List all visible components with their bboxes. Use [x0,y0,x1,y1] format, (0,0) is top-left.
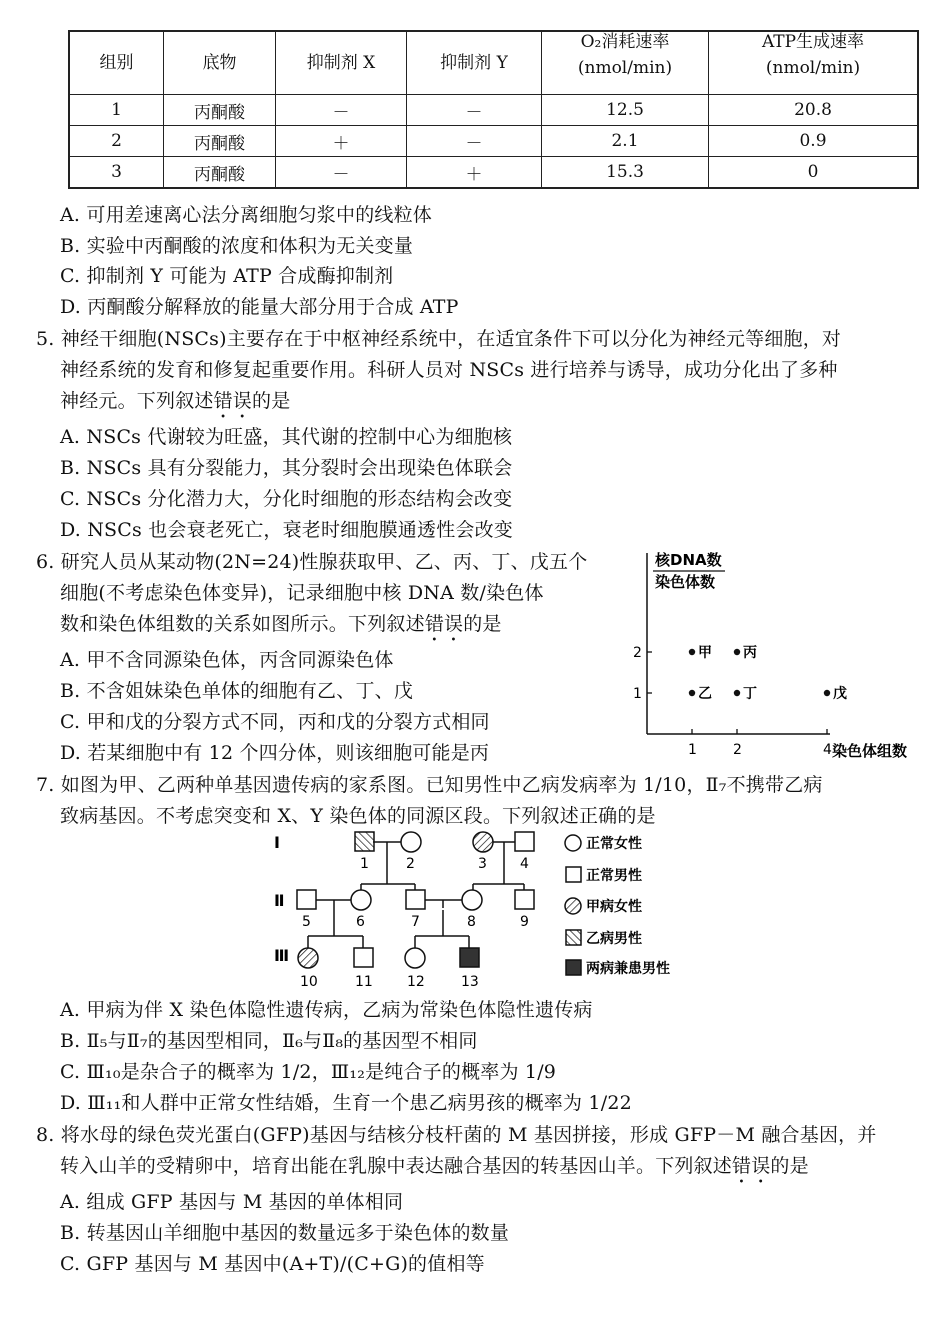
id-12: 12 [407,974,425,990]
q7-option-b: B. Ⅱ₅与Ⅱ₇的基因型相同，Ⅱ₆与Ⅱ₈的基因型不相同 [60,1030,478,1052]
individual-I2-normal-female [401,832,421,852]
table-row [69,157,918,189]
q7-stem-line2: 致病基因。不考虑突变和 X、Y 染色体的同源区段。下列叙述正确的是 [60,805,656,827]
table-cell: 15.3 [542,157,709,189]
q6-option-d: D. 若某细胞中有 12 个四分体，则该细胞可能是丙 [60,742,490,764]
q6-emphasis: 错误 [424,613,464,635]
q5-stem-line1: 5. 神经干细胞(NSCs)主要存在于中枢神经系统中，在适宜条件下可以分化为神经元等细胞，对 [36,328,842,350]
q8-stem-text: 转入山羊的受精卵中，培育出能在乳腺中表达融合基因的转基因山羊。下列叙述 [60,1155,733,1177]
table-cell: 1 [69,95,164,126]
q7-option-c: C. Ⅲ₁₀是杂合子的概率为 1/2，Ⅲ₁₂是纯合子的概率为 1/9 [60,1061,557,1083]
q5-stem-line2: 神经系统的发育和修复起重要作用。科研人员对 NSCs 进行培养与诱导，成功分化出了多种 [60,359,838,381]
table-cell: 丙酮酸 [164,157,276,189]
individual-III13-both-affected-male [460,948,479,967]
q5-stem-text: 神经元。下列叙述 [60,390,214,412]
table-cell: 0 [709,157,919,189]
q6-option-b: B. 不含姐妹染色单体的细胞有乙、丁、戊 [60,680,414,702]
chart-point-乙 [689,690,695,696]
q6-stem-line1: 6. 研究人员从某动物(2N=24)性腺获取甲、乙、丙、丁、戊五个 [36,551,588,573]
legend-normal-male: 正常男性 [586,868,642,884]
table-cell: － [407,126,542,157]
q4-option-b: B. 实验中丙酮酸的浓度和体积为无关变量 [60,235,414,257]
q4-option-a: A. 可用差速离心法分离细胞匀浆中的线粒体 [60,204,433,226]
chart-point-label: 甲 [698,645,712,661]
legend-affected-b-male-icon [566,930,581,945]
chart-point-label: 乙 [698,686,712,702]
table-cell: － [276,157,407,189]
id-7: 7 [411,914,420,930]
table-cell: 丙酮酸 [164,95,276,126]
table-cell: － [276,95,407,126]
chart-y-tick-label: 1 [633,686,642,702]
individual-II9-normal-male [515,890,534,909]
chart-point-label: 丙 [743,645,757,661]
chart-ylabel-top: 核DNA数 [655,551,722,569]
q6-stem-line3 [60,609,502,646]
chart-y-tick-label: 2 [633,645,642,661]
table-row [69,95,918,126]
table-header: ATP生成速率 [761,32,865,52]
legend-affected-a-female: 甲病女性 [586,899,642,915]
id-2: 2 [406,856,415,872]
table-header-unit: (nmol/min) [765,58,861,78]
chart-point-丙 [734,649,740,655]
q8-option-a: A. 组成 GFP 基因与 M 基因的单体相同 [60,1191,404,1213]
table-cell: － [407,95,542,126]
chart-point-戊 [824,690,830,696]
table-cell: ＋ [407,157,542,189]
q8-stem-line1: 8. 将水母的绿色荧光蛋白(GFP)基因与结核分枝杆菌的 M 基因拼接，形成 GFP－M 融合基因，并 [36,1124,877,1146]
table-header: 抑制剂 X [276,31,407,95]
legend-affected-a-female-icon [565,898,581,914]
table-header-row [69,31,918,95]
legend-normal-male-icon [566,867,581,882]
chart-ylabel-bottom: 染色体数 [655,573,716,591]
chart-x-tick-label: 4 [823,742,832,758]
individual-III11-normal-male [354,948,373,967]
q7-option-a: A. 甲病为伴 X 染色体隐性遗传病，乙病为常染色体隐性遗传病 [60,999,593,1021]
id-8: 8 [467,914,476,930]
q4-option-c: C. 抑制剂 Y 可能为 ATP 合成酶抑制剂 [60,265,394,287]
id-10: 10 [300,974,318,990]
q5-emphasis: 错误 [213,390,253,412]
q7-option-d: D. Ⅲ₁₁和人群中正常女性结婚，生育一个患乙病男孩的概率为 1/22 [60,1092,632,1114]
table-cell: 2.1 [542,126,709,157]
table-cell: 12.5 [542,95,709,126]
individual-II6-normal-female [351,890,371,910]
id-5: 5 [302,914,311,930]
chart-point-label: 丁 [743,686,757,702]
q5-stem-line3 [60,386,290,423]
gen-label-2: Ⅱ [274,891,285,910]
table-cell: ＋ [276,126,407,157]
experiment-table [68,30,919,189]
q8-stem-text-end: 的是 [770,1155,809,1177]
chart-point-甲 [689,649,695,655]
individual-II7-normal-male [406,890,425,909]
q5-option-c: C. NSCs 分化潜力大，分化时细胞的形态结构会改变 [60,488,513,510]
legend-normal-female-icon [565,835,581,851]
table-cell: 3 [69,157,164,189]
q6-option-c: C. 甲和戊的分裂方式不同，丙和戊的分裂方式相同 [60,711,490,733]
individual-II5-normal-male [297,890,316,909]
dna-chromosome-chart [625,545,925,765]
table-header: O₂消耗速率 [580,32,670,52]
table-cell: 0.9 [709,126,919,157]
id-9: 9 [520,914,529,930]
id-4: 4 [520,856,529,872]
q5-option-d: D. NSCs 也会衰老死亡，衰老时细胞膜通透性会改变 [60,519,514,541]
id-11: 11 [355,974,373,990]
q6-stem-line2: 细胞(不考虑染色体变异)，记录细胞中核 DNA 数/染色体 [60,582,544,604]
legend-normal-female: 正常女性 [586,836,642,852]
q5-option-b: B. NSCs 具有分裂能力，其分裂时会出现染色体联会 [60,457,513,479]
chart-point-丁 [734,690,740,696]
table-cell: 20.8 [709,95,919,126]
individual-II8-normal-female [462,890,482,910]
q4-option-d: D. 丙酮酸分解释放的能量大部分用于合成 ATP [60,296,459,318]
id-1: 1 [360,856,369,872]
gen-label-1: Ⅰ [274,833,280,852]
q8-option-b: B. 转基因山羊细胞中基因的数量远多于染色体的数量 [60,1222,510,1244]
q6-stem-text-end: 的是 [463,613,502,635]
pedigree-chart [260,826,700,996]
individual-III10-affected-a-female [298,948,318,968]
q6-stem-text: 数和染色体组数的关系如图所示。下列叙述 [60,613,425,635]
q7-stem-line1: 7. 如图为甲、乙两种单基因遗传病的家系图。已知男性中乙病发病率为 1/10，Ⅱ₇不携带乙病 [36,774,823,796]
chart-point-label: 戊 [833,686,847,702]
id-3: 3 [478,856,487,872]
chart-x-tick-label: 2 [733,742,742,758]
individual-I4-normal-male [515,832,534,851]
table-header-unit: (nmol/min) [577,58,673,78]
q8-option-c: C. GFP 基因与 M 基因中(A+T)/(C+G)的值相等 [60,1253,485,1275]
legend-both-affected-male: 两病兼患男性 [586,961,670,977]
individual-I3-affected-a-female [473,832,493,852]
table-cell: 丙酮酸 [164,126,276,157]
table-cell: 2 [69,126,164,157]
q8-emphasis: 错误 [732,1155,771,1177]
legend-affected-b-male: 乙病男性 [586,931,642,947]
q6-option-a: A. 甲不含同源染色体，丙含同源染色体 [60,649,394,671]
id-6: 6 [356,914,365,930]
table-header: 组别 [69,31,164,95]
table-row [69,126,918,157]
legend-both-affected-male-icon [566,960,581,975]
q5-stem-text-end: 的是 [252,390,291,412]
individual-III12-normal-female [405,948,425,968]
table-header-o2 [542,31,709,95]
table-header: 抑制剂 Y [407,31,542,95]
gen-label-3: Ⅲ [274,946,290,965]
chart-xlabel: 染色体组数 [832,742,908,760]
chart-x-tick-label: 1 [688,742,697,758]
individual-I1-affected-b-male [355,832,374,851]
q8-stem-line2 [60,1151,809,1188]
table-header-atp [709,31,919,95]
table-header: 底物 [164,31,276,95]
id-13: 13 [461,974,479,990]
q5-option-a: A. NSCs 代谢较为旺盛，其代谢的控制中心为细胞核 [60,426,513,448]
